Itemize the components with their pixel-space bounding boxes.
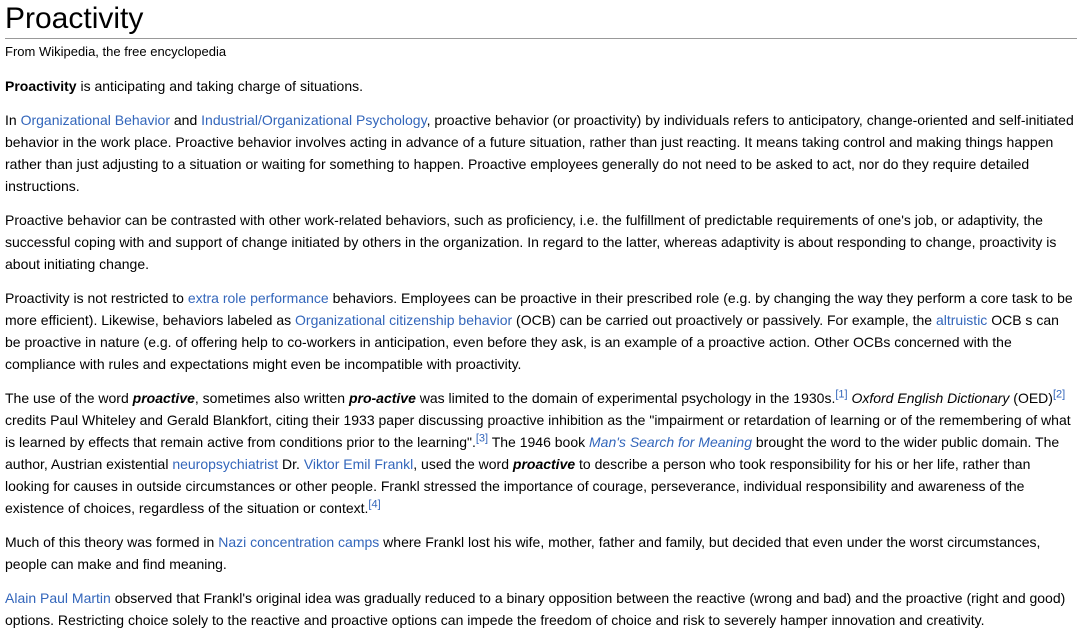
text-segment: The 1946 book (488, 434, 590, 450)
reference-link[interactable]: [1] (835, 388, 848, 401)
text-segment: Proactivity is not restricted to (5, 290, 188, 306)
text-segment: is anticipating and taking charge of situations. (76, 78, 363, 94)
text-segment: and (170, 112, 202, 128)
text-segment: Dr. (278, 456, 304, 472)
paragraph (5, 109, 1077, 197)
page-title: Proactivity (5, 2, 1077, 39)
wiki-link[interactable]: Organizational citizenship behavior (295, 312, 513, 328)
paragraph (5, 531, 1077, 575)
text-segment: (OCB) can be carried out proactively or passively. For example, the (512, 312, 936, 328)
text-segment: was limited to the domain of experimental psychology in the 1930s. (415, 390, 836, 406)
text-segment: brought the word to the wider public domain. The author, Austrian existential (5, 434, 1060, 472)
text-segment: In (5, 112, 21, 128)
text-segment: , proactive behavior (or proactivity) by individuals refers to anticipatory, change-oriented and self-initiated behavior in the work place. Proactive behavior involves acting in advance of a future situation, rather than just reacting. It means taking control and making things happen rather than just adjusting to a situation or waiting for something to happen. Proactive employees generally do not need to be asked to act, nor do they require detailed instructions. (5, 112, 1074, 194)
text-segment: , sometimes also written (194, 390, 349, 406)
paragraph (5, 287, 1077, 375)
text-segment: credits Paul Whiteley and Gerald Blankfort, citing their 1933 paper discussing proactive inhibition as the "impairment or retardation of learning or of the remembering of what is learned by effects that remain active from conditions prior to the learning". (5, 412, 1071, 450)
text-segment: observed that Frankl's original idea was gradually reduced to a binary opposition between the reactive (wrong and bad) and the proactive (right and good) options. Restricting choice solely to the reactive and proactive options can impede the freedom of choice and risk to severely hamper innovation and creativity. (5, 590, 1066, 628)
text-segment: Proactivity (5, 78, 77, 94)
reference-link[interactable]: [2] (1052, 388, 1066, 401)
paragraph (5, 387, 1077, 519)
wiki-link[interactable]: Man's Search for Meaning (589, 434, 752, 450)
text-segment: proactive (132, 390, 195, 406)
reference-superscript (1053, 388, 1065, 400)
wiki-link[interactable]: Viktor Emil Frankl (303, 456, 414, 472)
text-segment: pro-active (348, 390, 416, 406)
text-segment: proactive (512, 456, 576, 472)
text-segment: , used the word (413, 456, 513, 472)
article-content (5, 75, 1077, 631)
wiki-link[interactable]: Alain Paul Martin (5, 590, 111, 606)
text-segment: Proactive behavior can be contrasted with other work-related behaviors, such as proficiency, i.e. the fulfillment of predictable requirements of one's job, or adaptivity, the successful coping with and support of change initiated by others in the organization. In regard to the latter, whereas adaptivity is about responding to change, proactivity is about initiating change. (5, 212, 1057, 272)
text-segment: (OED) (1009, 390, 1053, 406)
wiki-link[interactable]: Industrial/Organizational Psychology (201, 112, 427, 128)
reference-superscript (368, 498, 380, 510)
wiki-link[interactable]: Nazi concentration camps (218, 534, 380, 550)
wiki-link[interactable]: neuropsychiatrist (172, 456, 279, 472)
text-segment: Oxford English Dictionary (851, 390, 1010, 406)
wiki-link[interactable]: extra role performance (187, 290, 329, 306)
site-subtitle: From Wikipedia, the free encyclopedia (5, 44, 227, 59)
reference-link[interactable]: [3] (475, 432, 489, 445)
reference-link[interactable]: [4] (368, 498, 381, 511)
text-segment: behaviors. Employees can be proactive in their prescribed role (e.g. by changing the way they perform a core task to be more efficient). Likewise, behaviors labeled as (5, 290, 1073, 328)
text-segment: where Frankl lost his wife, mother, father and family, but decided that even under the worst circumstances, people can make and find meaning. (5, 534, 1041, 572)
reference-superscript (476, 432, 488, 444)
paragraph (5, 209, 1077, 275)
paragraph (5, 75, 1077, 97)
wiki-link[interactable]: altruistic (935, 312, 988, 328)
wiki-link[interactable]: Organizational Behavior (20, 112, 170, 128)
text-segment: to describe a person who took responsibility for his or her life, rather than looking for causes in outside circumstances or other people. Frankl stressed the importance of courage, perseverance, individual responsibility and awareness of the existence of choices, regardless of the situation or context. (5, 456, 1031, 516)
reference-superscript (835, 388, 847, 400)
paragraph (5, 587, 1077, 631)
text-segment: The use of the word (5, 390, 133, 406)
text-segment: Much of this theory was formed in (5, 534, 219, 550)
text-segment: OCB s can be proactive in nature (e.g. of offering help to co-workers in anticipation, even before they ask, is an example of a proactive action. Other OCBs concerned with the compliance with rules and expectations might even be incompatible with proactivity. (5, 312, 1059, 372)
